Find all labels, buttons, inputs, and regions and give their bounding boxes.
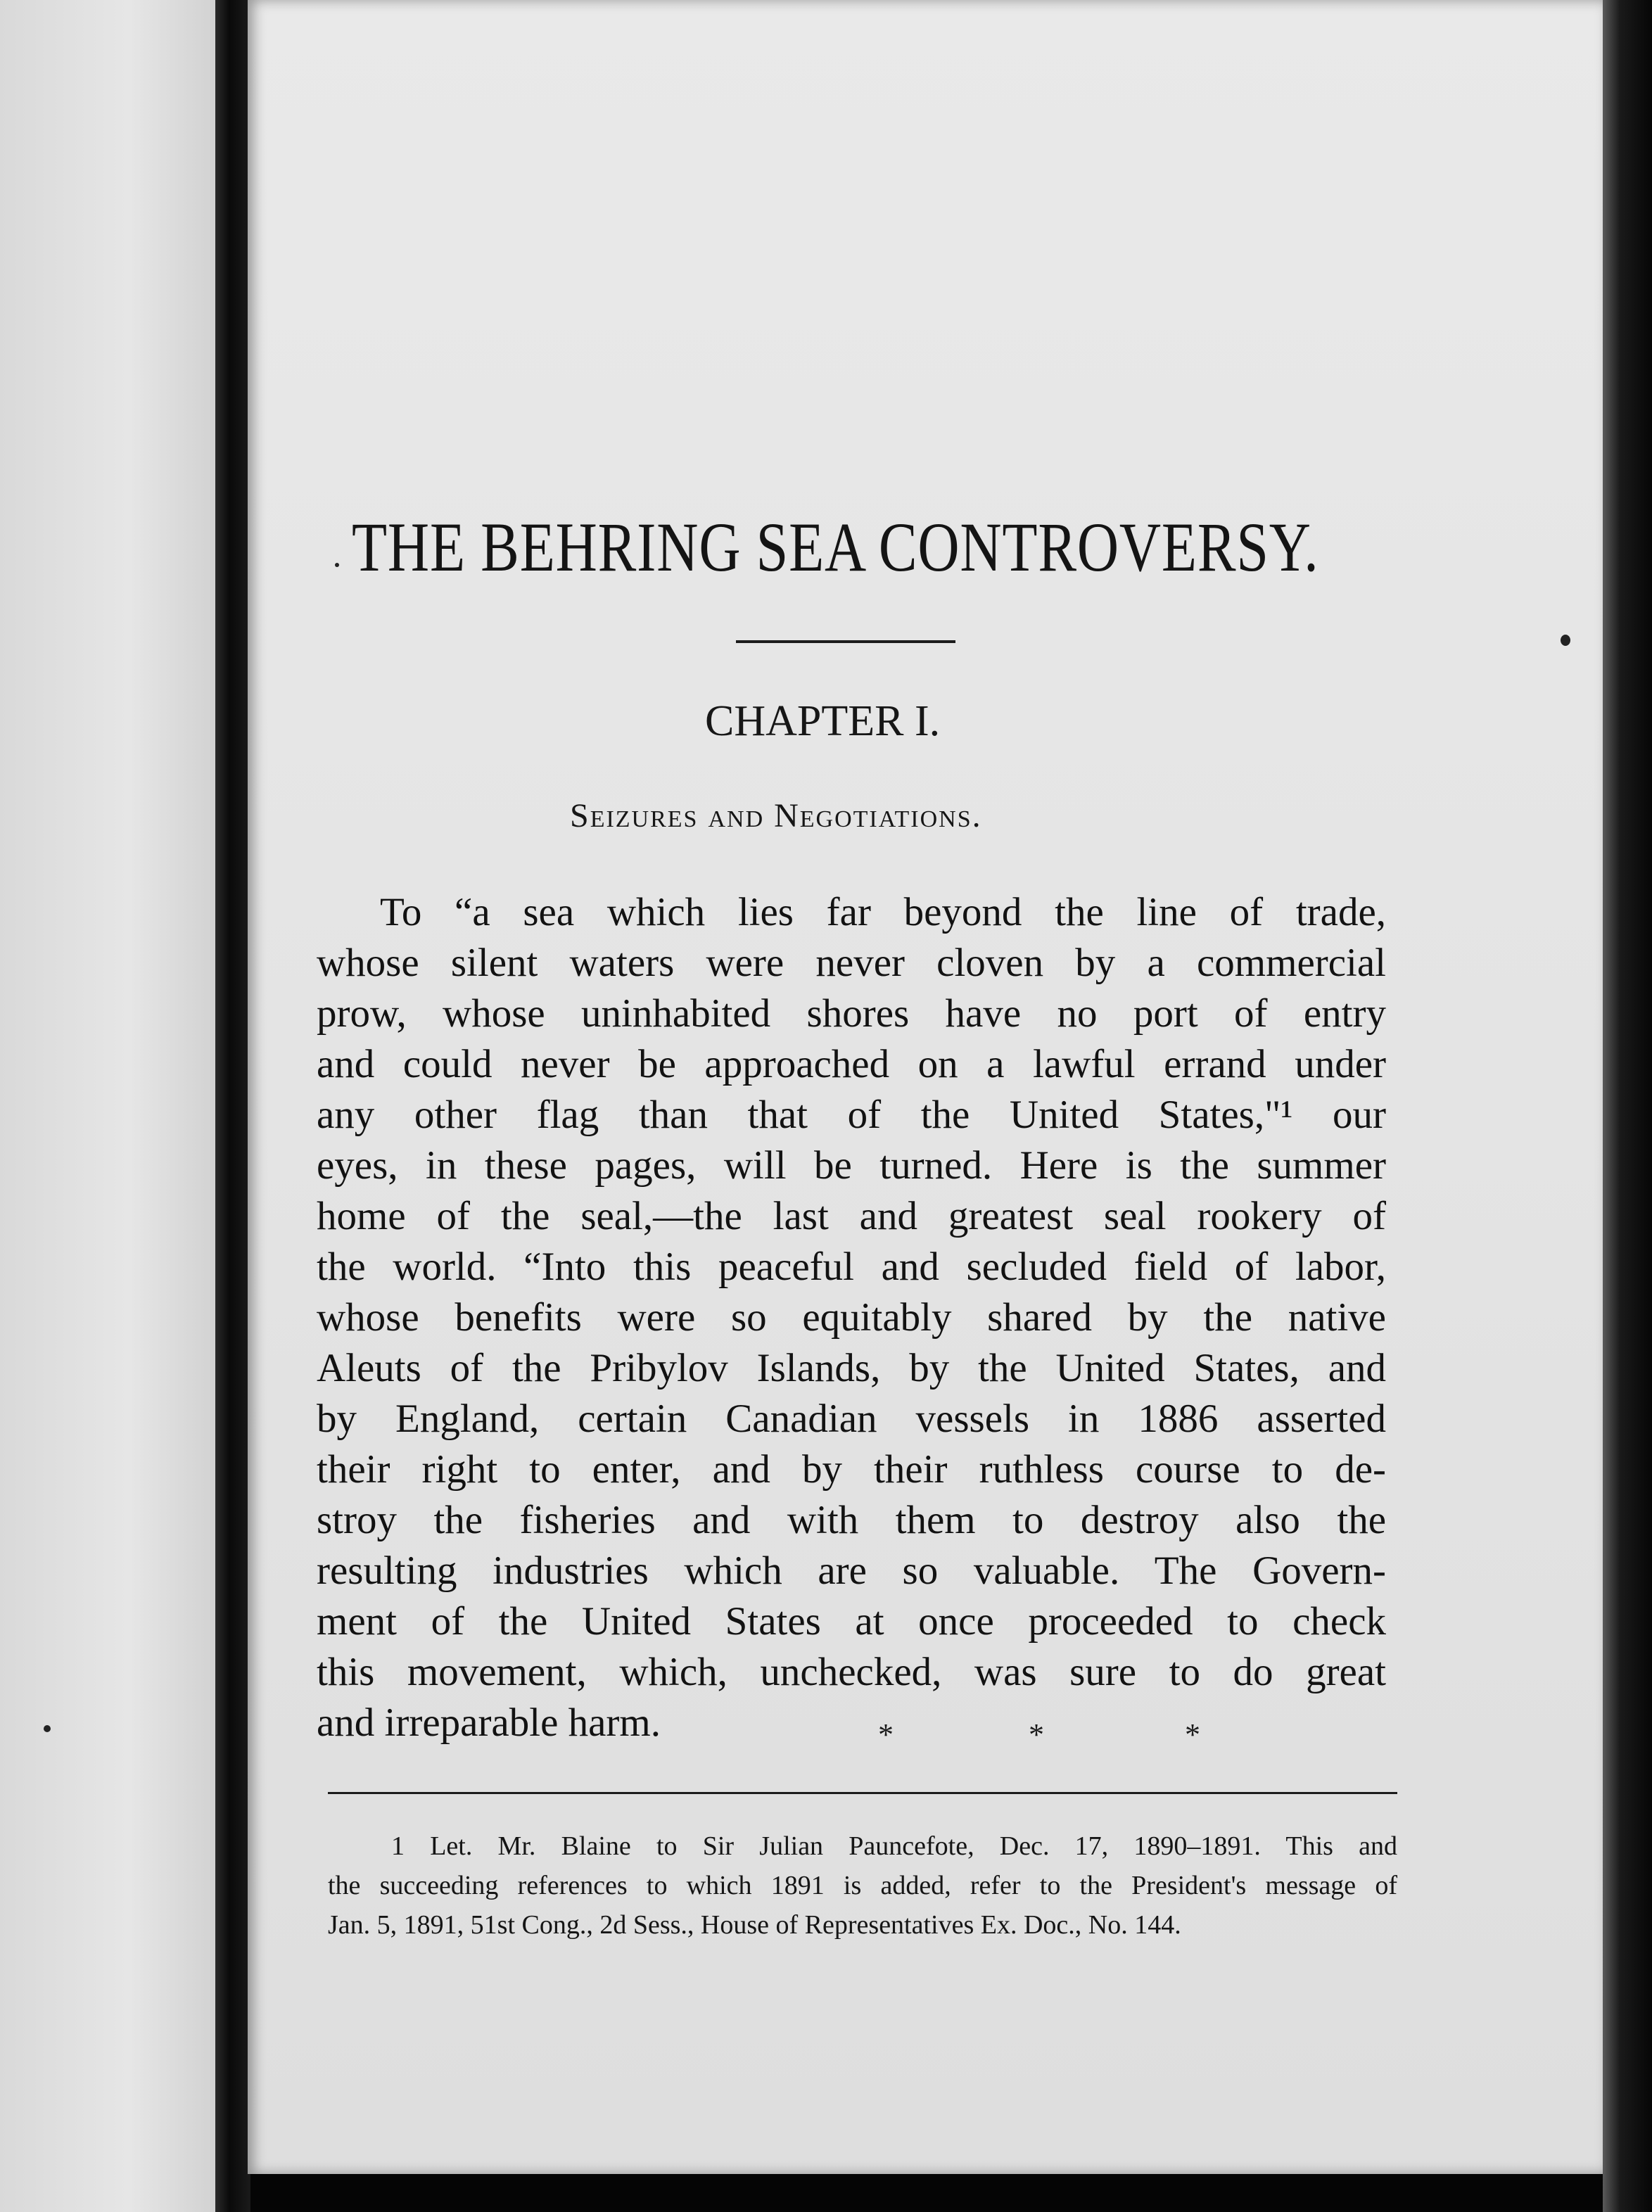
footnote-line: Jan. 5, 1891, 51st Cong., 2d Sess., House of Representatives Ex. Doc., No. 144. xyxy=(328,1910,1181,1940)
page-title: THE BEHRING SEA CONTROVERSY. xyxy=(352,508,1319,586)
scan-speck xyxy=(335,563,339,567)
section-break-asterisk: * xyxy=(1185,1717,1200,1752)
title-rule xyxy=(736,640,955,643)
body-line: Aleuts of the Pribylov Islands, by the United States, and xyxy=(317,1346,1386,1390)
facing-page-edge xyxy=(0,0,215,2212)
page-right-edge xyxy=(1603,0,1652,2212)
section-break-asterisk: * xyxy=(878,1717,894,1752)
body-line: and could never be approached on a lawful errand under xyxy=(317,1042,1386,1086)
body-line: prow, whose uninhabited shores have no port of entry xyxy=(317,991,1386,1036)
footnote-line: 1 Let. Mr. Blaine to Sir Julian Pauncefote, Dec. 17, 1890–1891. This and xyxy=(391,1831,1397,1861)
book-gutter xyxy=(215,0,250,2212)
body-line: whose silent waters were never cloven by a commercial xyxy=(317,941,1386,985)
footnote-line: the succeeding references to which 1891 is added, refer to the President's message of xyxy=(328,1871,1397,1900)
body-line: and irreparable harm. xyxy=(317,1701,661,1745)
scan-speck xyxy=(44,1725,51,1732)
body-line: this movement, which, unchecked, was sure to do great xyxy=(317,1650,1386,1694)
body-line: resulting industries which are so valuable. The Govern- xyxy=(317,1549,1386,1593)
body-line: home of the seal,—the last and greatest seal rookery of xyxy=(317,1194,1386,1238)
body-line: eyes, in these pages, will be turned. Here is the summer xyxy=(317,1143,1386,1188)
body-line: their right to enter, and by their ruthless course to de- xyxy=(317,1447,1386,1492)
body-line: by England, certain Canadian vessels in 1886 asserted xyxy=(317,1397,1386,1441)
scan-speck xyxy=(1561,635,1570,646)
body-line: any other flag than that of the United States,"¹ our xyxy=(317,1093,1386,1137)
body-line: To “a sea which lies far beyond the line of trade, xyxy=(380,890,1386,934)
section-heading: Seizures and Negotiations. xyxy=(570,797,982,834)
footnote-rule xyxy=(328,1792,1397,1794)
body-line: stroy the fisheries and with them to destroy also the xyxy=(317,1498,1386,1542)
body-line: ment of the United States at once proceeded to check xyxy=(317,1599,1386,1644)
chapter-heading: CHAPTER I. xyxy=(705,697,941,745)
section-break-asterisk: * xyxy=(1029,1717,1044,1752)
body-line: the world. “Into this peaceful and secluded field of labor, xyxy=(317,1245,1386,1289)
body-line: whose benefits were so equitably shared by the native xyxy=(317,1295,1386,1340)
